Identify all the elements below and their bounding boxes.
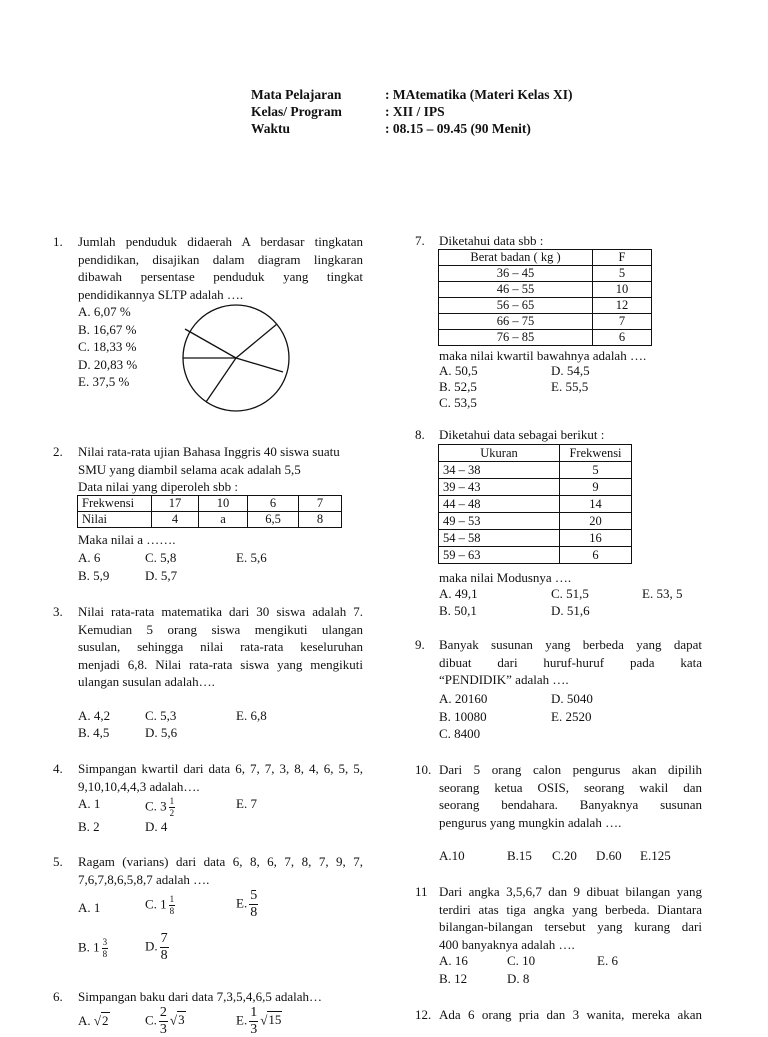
table-header: F: [593, 250, 652, 266]
table-cell: 56 – 65: [439, 298, 593, 314]
option-b-label: B. 1: [78, 939, 100, 955]
table-cell: 59 – 63: [439, 547, 560, 564]
option-d[interactable]: D. 8: [507, 971, 530, 986]
option-e-label: E.: [236, 1012, 248, 1028]
option-d[interactable]: D. 4: [145, 819, 168, 834]
fraction-numerator: 5: [250, 888, 258, 903]
table-cell: 76 – 85: [439, 330, 593, 346]
option-c-label: C. 3: [145, 798, 167, 814]
question-line: ulangan susulan adalah….: [78, 674, 215, 689]
table-cell: 49 – 53: [439, 513, 560, 530]
radicand: 2: [102, 1013, 109, 1028]
option-c[interactable]: C. 10: [507, 953, 536, 968]
time-value: : 08.15 – 09.45 (90 Menit): [385, 121, 531, 136]
question-line: dibuat dari huruf-huruf pada kata: [439, 654, 702, 670]
table-cell: 4: [152, 512, 199, 528]
table-cell: 7: [299, 496, 342, 512]
fraction-numerator: 2: [159, 1005, 167, 1020]
pie-chart: [180, 302, 292, 414]
fraction-denominator: 8: [250, 905, 258, 920]
question-line: SMU yang diambil selama acak adalah 5,5: [78, 461, 301, 477]
option-d-label: D.: [145, 938, 158, 954]
fraction-numerator: 7: [160, 931, 168, 946]
option-a[interactable]: A. 16: [439, 953, 468, 968]
option-c[interactable]: C. 8400: [439, 726, 481, 741]
option-d[interactable]: D. 5,6: [145, 725, 178, 740]
option-d[interactable]: D. 5040: [551, 691, 593, 706]
question-line: maka nilai Modusnya ….: [439, 570, 572, 585]
question-line: pendidikannya SLTP adalah ….: [78, 286, 244, 302]
question-line: maka nilai kwartil bawahnya adalah ….: [439, 348, 647, 363]
table-cell: 20: [560, 513, 632, 530]
option-a[interactable]: A. 4,2: [78, 708, 111, 723]
class-label: Kelas/ Program: [251, 104, 342, 119]
option-e[interactable]: E. 6,8: [236, 708, 267, 723]
question-line: Banyak susunan yang berbeda yang dapat: [439, 637, 702, 652]
question-line: seorang bendahara. Banyaknya susunan: [439, 797, 702, 812]
question-line: 9,10,10,4,4,3 adalah….: [78, 778, 200, 794]
question-line: Dari 5 orang calon pengurus akan dipilih: [439, 762, 702, 777]
fraction: [160, 932, 169, 963]
table-cell: 54 – 58: [439, 530, 560, 547]
option-b[interactable]: B. 16,67 %: [78, 321, 137, 337]
table-cell: 12: [593, 298, 652, 314]
time-label: Waktu: [251, 121, 291, 136]
fraction: [249, 889, 258, 920]
pie-sector-line: [236, 324, 277, 358]
question-line: terdiri atas tiga angka yang berbeda. Diantara: [439, 901, 702, 917]
option-e[interactable]: E. 2520: [551, 709, 592, 724]
table-header: Ukuran: [439, 445, 560, 462]
question-number: 11: [415, 884, 428, 899]
question-line: pendidikan, disajikan dalam diagram lingkaran: [78, 251, 363, 267]
table-cell: 5: [593, 266, 652, 282]
table-cell: 6: [593, 330, 652, 346]
option-d[interactable]: [145, 932, 171, 963]
fraction-numerator: 3: [102, 937, 108, 947]
fraction-numerator: 1: [250, 1005, 258, 1020]
table-cell: 7: [593, 314, 652, 330]
data-table: [77, 495, 342, 528]
option-c[interactable]: [145, 797, 177, 818]
table-cell: Frekwensi: [78, 496, 152, 512]
option-c[interactable]: C. 18,33 %: [78, 339, 137, 354]
question-number: 12.: [415, 1007, 432, 1022]
question-line: Kemudian 5 orang siswa mengikuti ulangan: [78, 621, 363, 637]
table-header: Frekwensi: [560, 445, 632, 462]
table-header: Berat badan ( kg ): [439, 250, 593, 266]
option-a[interactable]: A.10: [439, 848, 465, 863]
table-cell: 44 – 48: [439, 496, 560, 513]
table-cell: 39 – 43: [439, 479, 560, 496]
table-cell: Nilai: [78, 512, 152, 528]
fraction: [169, 895, 176, 916]
fraction-denominator: 8: [160, 948, 168, 963]
table-cell: 17: [152, 496, 199, 512]
pie-sector-line: [185, 329, 236, 358]
option-b[interactable]: B. 5,9: [78, 568, 110, 583]
table-cell: 6: [248, 496, 299, 512]
question-line: Nilai rata-rata matematika dari 30 siswa adalah 7.: [78, 604, 363, 619]
fraction: [169, 797, 176, 818]
question-number: 9.: [415, 637, 425, 652]
option-e[interactable]: E. 5,6: [236, 550, 267, 565]
option-c[interactable]: [145, 895, 177, 916]
option-c[interactable]: C. 51,5: [551, 586, 589, 601]
question-line: 400 banyaknya adalah ….: [439, 936, 575, 952]
question-number: 3.: [53, 604, 63, 619]
table-cell: 8: [299, 512, 342, 528]
table-cell: 46 – 55: [439, 282, 593, 298]
question-line: Nilai rata-rata ujian Bahasa Inggris 40 siswa suatu: [78, 444, 340, 459]
question-line: 7,6,7,8,6,5,8,7 adalah ….: [78, 871, 210, 887]
question-line: Simpangan kwartil dari data 6, 7, 7, 3, 8, 4, 6, 5, 5,: [78, 761, 363, 776]
subject-label: Mata Pelajaran: [251, 87, 342, 102]
option-b[interactable]: B. 2: [78, 819, 100, 834]
option-e[interactable]: E. 55,5: [551, 379, 589, 394]
option-a[interactable]: A. 20160: [439, 691, 488, 706]
option-a[interactable]: A. 6: [78, 550, 101, 565]
option-a[interactable]: A. 6,07 %: [78, 304, 131, 319]
option-b[interactable]: B. 10080: [439, 709, 487, 724]
option-a[interactable]: A. 1: [78, 900, 101, 915]
table-cell: 34 – 38: [439, 462, 560, 479]
option-b[interactable]: B. 50,1: [439, 603, 477, 618]
option-d[interactable]: D. 54,5: [551, 363, 590, 378]
option-b[interactable]: B. 4,5: [78, 725, 110, 740]
option-a[interactable]: A. 49,1: [439, 586, 478, 601]
fraction-denominator: 3: [159, 1022, 167, 1037]
question-number: 5.: [53, 854, 63, 869]
option-d[interactable]: D. 51,6: [551, 603, 590, 618]
subject-value: : MAtematika (Materi Kelas XI): [385, 87, 573, 102]
table-cell: 16: [560, 530, 632, 547]
question-line: Ada 6 orang pria dan 3 wanita, mereka akan: [439, 1007, 702, 1022]
data-table: [438, 249, 652, 346]
question-line: Simpangan baku dari data 7,3,5,4,6,5 adalah…: [78, 989, 323, 1004]
option-e-label: E.: [236, 895, 248, 911]
table-cell: 6,5: [248, 512, 299, 528]
option-c[interactable]: C. $\frac{2}{3}$ √3: [145, 1005, 185, 1037]
table-cell: a: [199, 512, 248, 528]
table-cell: 9: [560, 479, 632, 496]
radicand: 3: [178, 1012, 185, 1028]
question-line: pengurus yang mungkin adalah ….: [439, 814, 622, 830]
pie-sector-line: [236, 358, 283, 372]
fraction-denominator: 3: [250, 1022, 258, 1037]
option-b[interactable]: B.15: [507, 848, 532, 863]
fraction-numerator: 1: [169, 796, 175, 806]
option-c[interactable]: C. 53,5: [439, 395, 477, 410]
question-line: Dari angka 3,5,6,7 dan 9 dibuat bilangan yang: [439, 884, 702, 899]
option-e[interactable]: E. 37,5 %: [78, 374, 130, 389]
option-e[interactable]: [236, 889, 260, 920]
class-value: : XII / IPS: [385, 104, 445, 119]
question-number: 1.: [53, 234, 63, 249]
question-line: Maka nilai a …….: [78, 532, 176, 547]
table-cell: 66 – 75: [439, 314, 593, 330]
option-e[interactable]: E. 7: [236, 796, 257, 811]
option-e[interactable]: E. 53, 5: [642, 586, 683, 601]
option-b[interactable]: B. 52,5: [439, 379, 477, 394]
table-cell: 10: [199, 496, 248, 512]
question-line: susulan, sehingga nilai rata-rata keseluruhan: [78, 639, 363, 654]
option-c-label: C. 1: [145, 896, 167, 912]
question-number: 10.: [415, 762, 432, 777]
option-e[interactable]: E. $\frac{1}{3}$ √15: [236, 1005, 282, 1037]
data-table: [438, 444, 632, 564]
option-d[interactable]: D. 20,83 %: [78, 356, 138, 372]
question-line: Jumlah penduduk didaerah A berdasar tingkatan: [78, 234, 363, 249]
pie-sector-line: [206, 358, 236, 402]
question-line: “PENDIDIK” adalah ….: [439, 672, 569, 687]
fraction-denominator: 8: [169, 906, 175, 916]
option-d[interactable]: D. 5,7: [145, 568, 178, 583]
table-cell: 10: [593, 282, 652, 298]
question-number: 6.: [53, 989, 63, 1004]
question-number: 4.: [53, 761, 63, 776]
question-line: Diketahui data sebagai berikut :: [439, 427, 605, 442]
fraction: [102, 938, 109, 959]
fraction: [159, 1006, 168, 1037]
question-number: 7.: [415, 233, 425, 248]
option-c-label: C.: [145, 1012, 157, 1028]
question-line: menjadi 6,8. Nilai rata-rata siswa yang mengikuti: [78, 656, 363, 672]
option-c[interactable]: C. 5,8: [145, 550, 177, 565]
question-line: Ragam (varians) dari data 6, 8, 6, 7, 8, 7, 9, 7,: [78, 854, 363, 869]
option-c[interactable]: C.20: [552, 848, 577, 863]
question-line: dibawah persentase penduduk yang tingkat: [78, 269, 363, 284]
table-cell: 6: [560, 547, 632, 564]
option-e[interactable]: E.125: [640, 848, 671, 863]
question-line: Diketahui data sbb :: [439, 233, 544, 248]
table-cell: 5: [560, 462, 632, 479]
option-b[interactable]: B. 12: [439, 971, 468, 986]
question-number: 8.: [415, 427, 425, 442]
option-b[interactable]: [78, 938, 110, 959]
fraction-denominator: 2: [169, 808, 175, 818]
option-e[interactable]: E. 6: [597, 953, 618, 968]
fraction-numerator: 1: [169, 894, 175, 904]
question-number: 2.: [53, 444, 63, 459]
option-d[interactable]: D.60: [596, 848, 622, 863]
fraction-denominator: 8: [102, 949, 108, 959]
question-line: Data nilai yang diperoleh sbb :: [78, 479, 238, 494]
table-cell: 14: [560, 496, 632, 513]
question-line: bilangan-bilangan tersebut yang kurang dari: [439, 919, 702, 934]
option-a[interactable]: A. 1: [78, 796, 101, 811]
option-a[interactable]: A. 50,5: [439, 363, 478, 378]
question-line: seorang ketua OSIS, seorang wakil dan: [439, 779, 702, 795]
table-cell: 36 – 45: [439, 266, 593, 282]
option-a-label: A.: [78, 1013, 91, 1028]
radicand: 15: [268, 1012, 282, 1028]
option-a[interactable]: A. √2: [78, 1013, 109, 1028]
option-c[interactable]: C. 5,3: [145, 708, 177, 723]
fraction: [249, 1006, 258, 1037]
